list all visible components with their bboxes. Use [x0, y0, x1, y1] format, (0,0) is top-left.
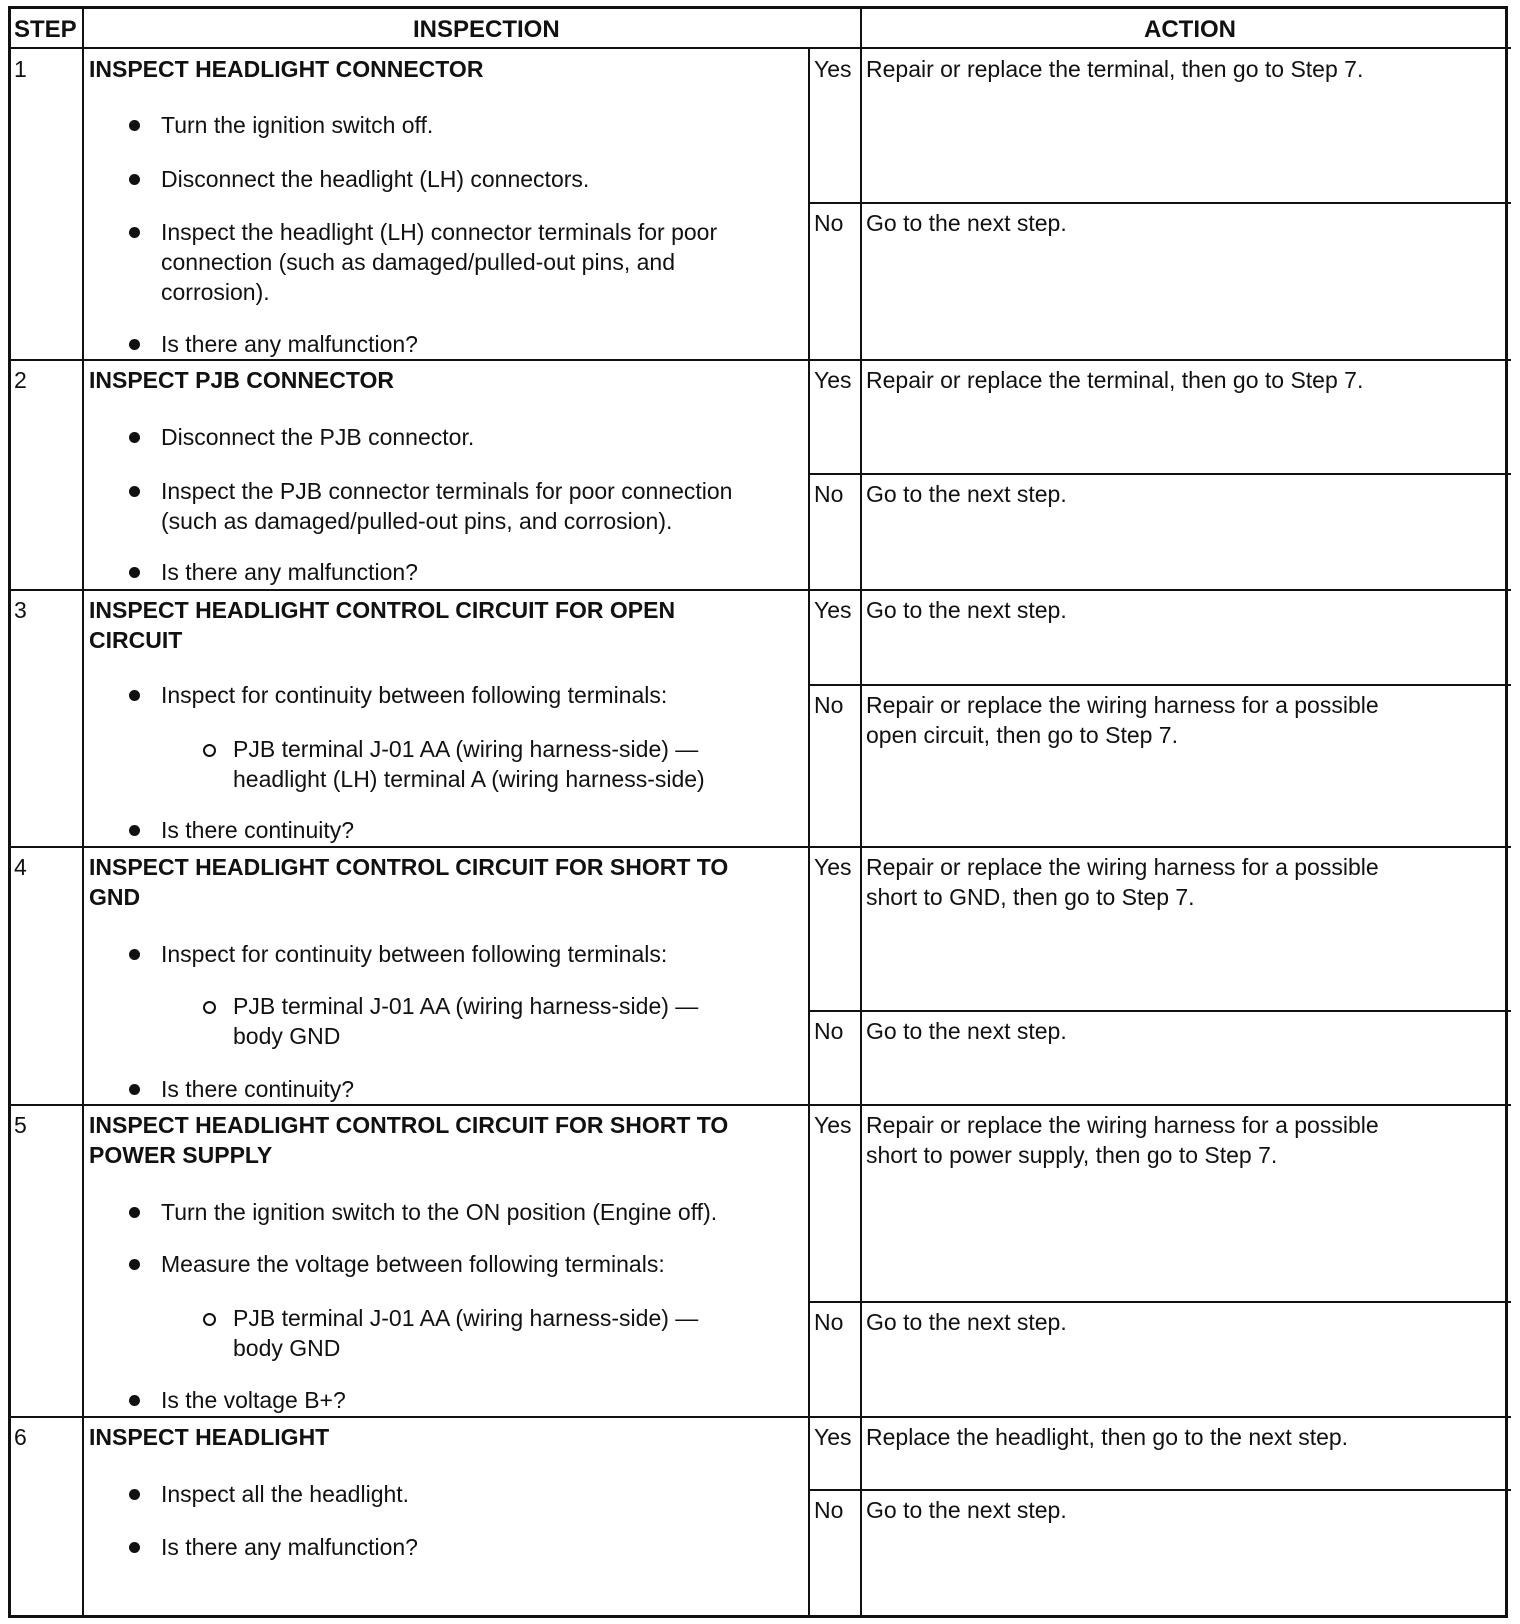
inspection-title: INSPECT HEADLIGHT CONNECTOR [89, 56, 484, 82]
yes-action-text: Repair or replace the terminal, then go to Step 7. [866, 367, 1364, 393]
step-number: 1 [14, 56, 27, 82]
yes-no-split [808, 1010, 1511, 1012]
header-inspection: INSPECTION [413, 16, 560, 43]
bullet-item-text: Measure the voltage between following terminals: [161, 1251, 665, 1277]
bullet-item-text: connection (such as damaged/pulled-out pins, and [161, 249, 676, 275]
bullet-item-text: Inspect for continuity between following terminals: [161, 682, 668, 708]
no-action-text: Repair or replace the wiring harness for a possible [866, 692, 1379, 718]
header-action: ACTION [1144, 16, 1236, 43]
yes-no-divider [808, 1104, 810, 1416]
column-divider-action [860, 9, 862, 1615]
yes-label: Yes [814, 597, 852, 623]
no-action-text: Go to the next step. [866, 481, 1067, 507]
no-label: No [814, 1497, 844, 1523]
no-action-text: Go to the next step. [866, 210, 1067, 236]
bullet-item-text: corrosion). [161, 279, 270, 305]
yes-no-divider [808, 1416, 810, 1615]
sub-item-text: PJB terminal J-01 AA (wiring harness-side) — [233, 1305, 699, 1331]
inspection-table [8, 6, 1508, 1618]
step-number: 2 [14, 367, 27, 393]
no-label: No [814, 481, 844, 507]
row-divider [11, 846, 1511, 848]
yes-no-divider [808, 589, 810, 846]
row-divider [11, 1416, 1511, 1418]
yes-no-split [808, 1489, 1511, 1491]
no-label: No [814, 692, 844, 718]
yes-no-split [808, 202, 1511, 204]
column-divider-step [82, 9, 84, 1615]
no-action-text: open circuit, then go to Step 7. [866, 722, 1178, 748]
inspection-title: INSPECT HEADLIGHT CONTROL CIRCUIT FOR SHORT TO [89, 854, 729, 880]
yes-action-text: Go to the next step. [866, 597, 1067, 623]
bullet-item-text: Inspect the PJB connector terminals for poor connection [161, 478, 733, 504]
bullet-item-text: Turn the ignition switch to the ON position (Engine off). [161, 1199, 718, 1225]
no-action-text: Go to the next step. [866, 1018, 1067, 1044]
yes-label: Yes [814, 1112, 852, 1138]
bullet-item-text: Disconnect the PJB connector. [161, 424, 475, 450]
bullet-item-text: Is there any malfunction? [161, 1534, 418, 1560]
bullet-item-text: Is there continuity? [161, 817, 355, 843]
sub-item-text: PJB terminal J-01 AA (wiring harness-side) — [233, 993, 699, 1019]
bullet-item-text: Disconnect the headlight (LH) connectors. [161, 166, 590, 192]
bullet-item-text: Is there continuity? [161, 1076, 355, 1102]
no-label: No [814, 210, 844, 236]
yes-no-divider [808, 48, 810, 359]
sub-item-text: body GND [233, 1023, 341, 1049]
inspection-title: INSPECT HEADLIGHT CONTROL CIRCUIT FOR SHORT TO [89, 1112, 729, 1138]
sub-item-text: body GND [233, 1335, 341, 1361]
header-step: STEP [14, 16, 77, 43]
no-action-text: Go to the next step. [866, 1309, 1067, 1335]
bullet-item-text: (such as damaged/pulled-out pins, and corrosion). [161, 508, 673, 534]
yes-label: Yes [814, 854, 852, 880]
bullet-item-text: Inspect the headlight (LH) connector terminals for poor [161, 219, 718, 245]
row-divider [11, 1104, 1511, 1106]
step-number: 6 [14, 1424, 27, 1450]
yes-action-text: short to power supply, then go to Step 7. [866, 1142, 1278, 1168]
bullet-item-text: Is the voltage B+? [161, 1387, 346, 1413]
yes-action-text: Repair or replace the wiring harness for a possible [866, 1112, 1379, 1138]
header-divider [11, 47, 1511, 49]
row-divider [11, 589, 1511, 591]
yes-label: Yes [814, 367, 852, 393]
yes-no-divider [808, 846, 810, 1104]
sub-item-text: headlight (LH) terminal A (wiring harness-side) [233, 766, 705, 792]
yes-no-split [808, 473, 1511, 475]
yes-label: Yes [814, 56, 852, 82]
no-label: No [814, 1309, 844, 1335]
bullet-item-text: Inspect all the headlight. [161, 1481, 410, 1507]
no-action-text: Go to the next step. [866, 1497, 1067, 1523]
yes-action-text: Repair or replace the wiring harness for a possible [866, 854, 1379, 880]
inspection-title: CIRCUIT [89, 627, 183, 653]
row-divider [11, 359, 1511, 361]
yes-action-text: Replace the headlight, then go to the next step. [866, 1424, 1349, 1450]
inspection-title: GND [89, 884, 141, 910]
no-label: No [814, 1018, 844, 1044]
step-number: 5 [14, 1112, 27, 1138]
yes-label: Yes [814, 1424, 852, 1450]
step-number: 3 [14, 597, 27, 623]
yes-action-text: Repair or replace the terminal, then go to Step 7. [866, 56, 1364, 82]
bullet-item-text: Inspect for continuity between following terminals: [161, 941, 668, 967]
bullet-item-text: Is there any malfunction? [161, 559, 418, 585]
yes-no-split [808, 1301, 1511, 1303]
yes-action-text: short to GND, then go to Step 7. [866, 884, 1195, 910]
inspection-title: INSPECT PJB CONNECTOR [89, 367, 395, 393]
inspection-title: INSPECT HEADLIGHT CONTROL CIRCUIT FOR OPEN [89, 597, 676, 623]
inspection-title: POWER SUPPLY [89, 1142, 273, 1168]
bullet-item-text: Is there any malfunction? [161, 331, 418, 357]
yes-no-split [808, 684, 1511, 686]
bullet-item-text: Turn the ignition switch off. [161, 112, 434, 138]
sub-item-text: PJB terminal J-01 AA (wiring harness-side) — [233, 736, 699, 762]
inspection-title: INSPECT HEADLIGHT [89, 1424, 330, 1450]
step-number: 4 [14, 854, 27, 880]
